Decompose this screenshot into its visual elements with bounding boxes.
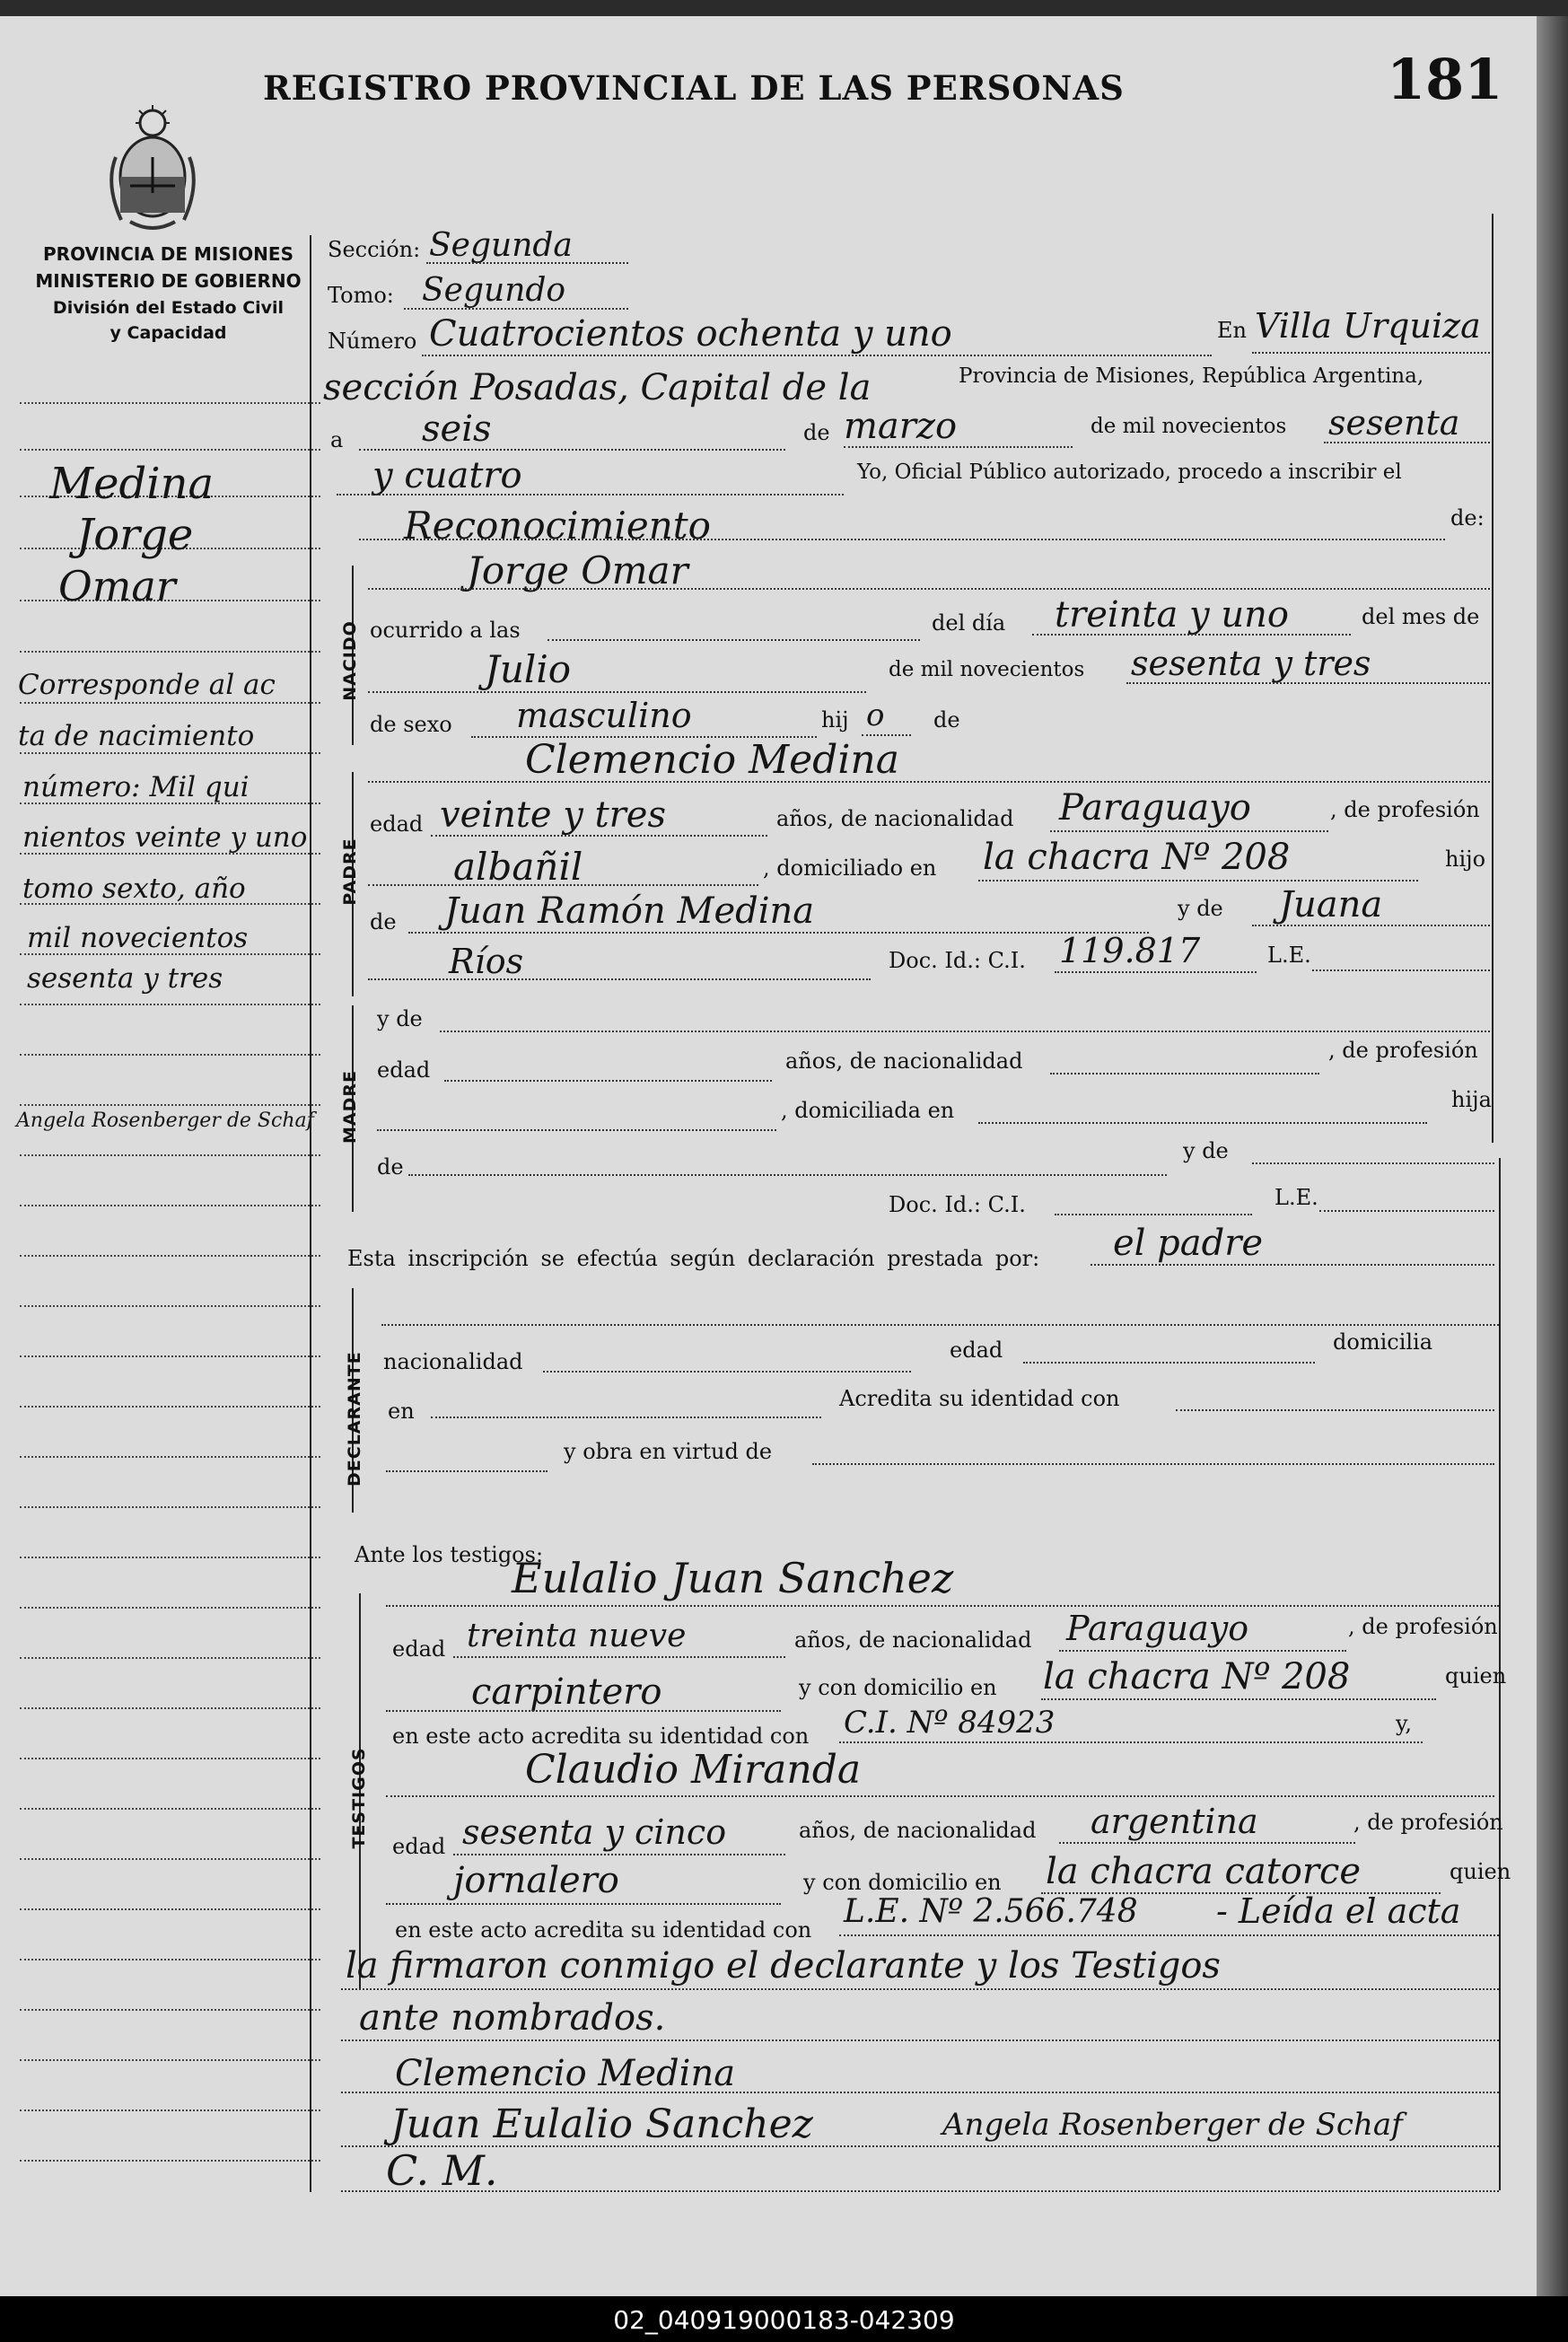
testigo-2-profesion-label: , de profesión bbox=[1353, 1810, 1503, 1835]
testigo-1-domicilio-label: y con domicilio en bbox=[799, 1675, 997, 1700]
dia-line bbox=[1032, 634, 1351, 636]
de-colon-label: de: bbox=[1450, 505, 1485, 531]
year-text: de mil novecientos bbox=[1091, 415, 1287, 438]
testigo-2-nacionalidad: argentina bbox=[1091, 1802, 1258, 1841]
testigo-2-domicilio-label: y con domicilio en bbox=[803, 1870, 1002, 1895]
sidebar-rule-line bbox=[20, 1959, 320, 1960]
year-value-2: y cuatro bbox=[372, 455, 522, 496]
closing-line-2-rule bbox=[341, 2039, 1499, 2041]
en-value: Villa Urquiza bbox=[1255, 306, 1481, 346]
margin-official-signature: Angela Rosenberger de Schaf bbox=[16, 1110, 314, 1132]
testigo-2-profesion-line bbox=[386, 1903, 781, 1905]
testigo-1-nacionalidad-line bbox=[1059, 1650, 1346, 1652]
place-value: sección Posadas, Capital de la bbox=[323, 367, 872, 408]
declarante-nacionalidad-line bbox=[543, 1371, 911, 1373]
madre-father-line bbox=[408, 1174, 1167, 1176]
testigo-1-profesion-line bbox=[386, 1710, 781, 1712]
testigo-2-nacionalidad-line bbox=[1059, 1842, 1355, 1844]
nacido-year-line bbox=[1126, 682, 1490, 684]
document-title: REGISTRO PROVINCIAL DE LAS PERSONAS bbox=[263, 68, 1125, 108]
padre-de-label: de bbox=[370, 909, 397, 934]
signature-official: Angela Rosenberger de Schaf bbox=[942, 2107, 1403, 2143]
sidebar-rule-line bbox=[20, 1456, 320, 1458]
declarante-edad-line bbox=[1023, 1362, 1315, 1364]
sidebar-rule-line bbox=[20, 651, 320, 653]
testigo-1-name-line bbox=[386, 1605, 1499, 1607]
testigo-1-domicilio: la chacra Nº 208 bbox=[1043, 1656, 1351, 1697]
margin-note-line-4: nientos veinte y uno bbox=[22, 821, 308, 854]
margin-note-line-7: sesenta y tres bbox=[27, 962, 223, 995]
en-line bbox=[1252, 352, 1490, 354]
sidebar-rule-line bbox=[20, 1557, 320, 1558]
year-cont-line bbox=[337, 494, 844, 496]
padre-domicilio-value: la chacra Nº 208 bbox=[983, 837, 1291, 878]
testigo-1-doc: C.I. Nº 84923 bbox=[844, 1705, 1056, 1741]
en-label: En bbox=[1217, 318, 1247, 343]
padre-profesion-value: albañil bbox=[453, 845, 583, 889]
nacido-year-label: de mil novecientos bbox=[889, 658, 1085, 681]
hij-value: o bbox=[866, 697, 885, 733]
sidebar-rule-line bbox=[20, 2009, 320, 2011]
padre-y-de-label: y de bbox=[1178, 896, 1223, 921]
sidebar-rule-line bbox=[20, 1004, 320, 1005]
margin-note-line-5: tomo sexto, año bbox=[22, 873, 246, 905]
sidebar-rule-line bbox=[20, 1154, 320, 1156]
madre-nacionalidad-line bbox=[1050, 1073, 1319, 1075]
agency-province: PROVINCIA DE MISIONES bbox=[43, 243, 293, 265]
declaracion-line bbox=[1091, 1264, 1494, 1266]
signature-rule-3 bbox=[341, 2190, 1499, 2192]
section-label-nacido: NACIDO bbox=[340, 620, 360, 701]
sidebar-rule-line bbox=[20, 1406, 320, 1408]
madre-mother-line bbox=[1252, 1162, 1494, 1164]
year-value-1: sesenta bbox=[1328, 403, 1460, 443]
margin-given-name-1: Jorge bbox=[76, 510, 194, 560]
testigo-2-name-line bbox=[386, 1795, 1494, 1797]
padre-father-value: Juan Ramón Medina bbox=[444, 890, 815, 932]
agency-ministry: MINISTERIO DE GOBIERNO bbox=[35, 270, 302, 292]
margin-given-name-2: Omar bbox=[58, 562, 176, 610]
coat-of-arms-emblem bbox=[103, 103, 202, 238]
page-number: 181 bbox=[1387, 47, 1503, 112]
del-mes-label: del mes de bbox=[1362, 604, 1480, 629]
sexo-value: masculino bbox=[516, 696, 692, 735]
testigo-1-doc-line bbox=[839, 1741, 1423, 1743]
closing-line-2: ante nombrados. bbox=[359, 1997, 666, 2039]
madre-domiciliada-label: , domiciliada en bbox=[781, 1098, 955, 1123]
margin-note-line-1: Corresponde al ac bbox=[18, 669, 276, 701]
declarante-name-line bbox=[381, 1324, 1499, 1326]
oficial-text: Yo, Oficial Público autorizado, procedo a inscribir el bbox=[857, 461, 1402, 484]
numero-line bbox=[422, 355, 1212, 356]
padre-doc-label: Doc. Id.: C.I. bbox=[889, 948, 1026, 973]
sexo-label: de sexo bbox=[370, 712, 452, 737]
padre-nacionalidad-line bbox=[1050, 830, 1328, 832]
sidebar-rule-line bbox=[20, 1305, 320, 1307]
declarante-nacionalidad-label: nacionalidad bbox=[383, 1349, 523, 1374]
padre-le-line bbox=[1312, 969, 1490, 971]
sidebar-rule-line bbox=[20, 702, 320, 704]
declarante-obra-label: y obra en virtud de bbox=[564, 1439, 773, 1464]
padre-domiciliado-label: , domiciliado en bbox=[763, 855, 937, 881]
madre-profesion-label: , de profesión bbox=[1328, 1038, 1478, 1063]
madre-anos-label: años, de nacionalidad bbox=[785, 1048, 1023, 1074]
declarante-obra-pre-line bbox=[386, 1470, 547, 1472]
nacido-de-label: de bbox=[933, 707, 960, 732]
testigo-1-quien-label: quien bbox=[1445, 1663, 1507, 1689]
testigo-2-edad-label: edad bbox=[392, 1834, 446, 1859]
madre-y-de-label: y de bbox=[377, 1006, 423, 1031]
madre-edad-label: edad bbox=[377, 1057, 431, 1083]
mes-value: Julio bbox=[485, 647, 572, 691]
declaracion-text: Esta inscripción se efectúa según declaración prestada por: bbox=[347, 1246, 1040, 1271]
declarante-domicilia-label: domicilia bbox=[1333, 1329, 1433, 1355]
padre-name-line bbox=[368, 781, 1490, 783]
testigo-2-acredita-label: en este acto acredita su identidad con bbox=[395, 1917, 812, 1943]
form-right-rule bbox=[1492, 214, 1494, 1143]
sidebar-rule-line bbox=[20, 1205, 320, 1206]
section-label-testigos: TESTIGOS bbox=[349, 1747, 369, 1849]
nacido-year-value: sesenta y tres bbox=[1131, 644, 1371, 683]
padre-profesion-label: , de profesión bbox=[1330, 797, 1480, 822]
hij-line bbox=[862, 734, 911, 736]
agency-division: División del Estado Civil bbox=[52, 298, 285, 318]
madre-de-label: de bbox=[377, 1154, 404, 1180]
sidebar-rule-line bbox=[20, 2160, 320, 2162]
ocurrido-label: ocurrido a las bbox=[370, 618, 521, 643]
agency-capacity: y Capacidad bbox=[109, 323, 227, 343]
mes-line bbox=[368, 691, 866, 693]
sidebar-rule-line bbox=[20, 2110, 320, 2111]
madre-le-line bbox=[1319, 1210, 1494, 1212]
seccion-line bbox=[426, 262, 628, 264]
month-line bbox=[844, 446, 1073, 448]
testigo-1-acredita-label: en este acto acredita su identidad con bbox=[392, 1724, 810, 1749]
testigo-1-profesion-label: , de profesión bbox=[1348, 1614, 1498, 1639]
testigo-1-profesion: carpintero bbox=[471, 1671, 662, 1713]
numero-value: Cuatrocientos ochenta y uno bbox=[429, 313, 952, 355]
madre-le-label: L.E. bbox=[1275, 1185, 1318, 1210]
closing-line-1-rule bbox=[341, 1988, 1499, 1990]
sidebar-rule-line bbox=[20, 1908, 320, 1910]
section-label-padre: PADRE bbox=[340, 838, 360, 906]
padre-edad-value: veinte y tres bbox=[440, 794, 666, 836]
testigo-1-domicilio-line bbox=[1041, 1698, 1436, 1700]
madre-hija-label: hija bbox=[1451, 1087, 1492, 1112]
testigo-2-edad-line bbox=[453, 1854, 785, 1855]
margin-surname: Medina bbox=[49, 459, 215, 509]
page-edge-shadow bbox=[1537, 16, 1568, 2296]
month-value: marzo bbox=[844, 406, 958, 447]
padre-edad-line bbox=[431, 835, 767, 837]
sidebar-rule-line bbox=[20, 1255, 320, 1257]
testigo-2-domicilio: la chacra catorce bbox=[1046, 1851, 1362, 1892]
testigo-1-edad-line bbox=[453, 1656, 785, 1658]
margin-note-line-3: número: Mil qui bbox=[22, 771, 250, 803]
padre-father-line bbox=[408, 932, 1149, 934]
declarante-acredita-label: Acredita su identidad con bbox=[839, 1386, 1120, 1411]
section-label-madre: MADRE bbox=[340, 1070, 360, 1144]
nacido-name-value: Jorge Omar bbox=[467, 548, 688, 592]
leida-el-acta: - Leída el acta bbox=[1216, 1891, 1461, 1931]
testigo-1-nacionalidad: Paraguayo bbox=[1066, 1609, 1249, 1648]
signature-father: Clemencio Medina bbox=[395, 2053, 736, 2094]
sidebar-rule-line bbox=[20, 402, 320, 404]
testigo-2-edad-value: sesenta y cinco bbox=[462, 1812, 727, 1852]
sidebar-rule-line bbox=[20, 752, 320, 754]
declarante-acredita-line bbox=[1176, 1409, 1494, 1411]
declarante-en-line bbox=[431, 1417, 821, 1418]
agency-block bbox=[13, 241, 323, 345]
declarante-edad-label: edad bbox=[950, 1338, 1003, 1363]
padre-doc-value: 119.817 bbox=[1059, 931, 1201, 970]
sidebar-rule-line bbox=[20, 449, 320, 451]
madre-domicilio-line bbox=[978, 1122, 1427, 1124]
sidebar-rule-line bbox=[20, 1104, 320, 1106]
signature-rule-1 bbox=[341, 2092, 1499, 2093]
padre-mother-cont-line bbox=[368, 978, 871, 980]
testigo-2-quien-label: quien bbox=[1450, 1859, 1511, 1884]
padre-le-label: L.E. bbox=[1267, 943, 1311, 968]
madre-doc-label: Doc. Id.: C.I. bbox=[889, 1192, 1026, 1217]
seccion-value: Segunda bbox=[429, 227, 573, 264]
sidebar-rule-line bbox=[20, 1808, 320, 1810]
hij-label: hij bbox=[821, 707, 849, 732]
testigo-2-doc: L.E. Nº 2.566.748 bbox=[844, 1893, 1138, 1930]
sidebar-rule-line bbox=[20, 2059, 320, 2061]
madre-doc-line bbox=[1055, 1214, 1252, 1215]
numero-label: Número bbox=[328, 329, 417, 354]
a-label: a bbox=[330, 427, 344, 452]
signature-witness-2: C. M. bbox=[386, 2146, 498, 2195]
tomo-label: Tomo: bbox=[328, 283, 394, 308]
padre-edad-label: edad bbox=[370, 811, 424, 837]
del-dia-label: del día bbox=[932, 610, 1006, 636]
section-label-declarante: DECLARANTE bbox=[345, 1351, 364, 1487]
declarante-obra-line bbox=[812, 1463, 1494, 1465]
testigo-1-y-label: y, bbox=[1396, 1711, 1412, 1736]
madre-name-line bbox=[440, 1031, 1490, 1032]
padre-mother-line bbox=[1252, 925, 1490, 926]
declarante-en-label: en bbox=[388, 1399, 415, 1424]
sidebar-rule-line bbox=[20, 1657, 320, 1659]
testigo-2-profesion: jornalero bbox=[453, 1860, 619, 1901]
declaracion-value: el padre bbox=[1113, 1223, 1264, 1264]
testigo-1-edad-label: edad bbox=[392, 1636, 446, 1662]
ocurrido-line bbox=[547, 639, 920, 641]
padre-profesion-line bbox=[368, 884, 758, 886]
sidebar-divider bbox=[310, 235, 311, 2192]
signature-rule-2 bbox=[341, 2145, 1499, 2147]
tomo-line bbox=[404, 308, 628, 310]
month-de-label: de bbox=[803, 420, 830, 445]
dia-value: treinta y uno bbox=[1055, 594, 1289, 636]
signature-witness-1: Juan Eulalio Sanchez bbox=[390, 2101, 813, 2147]
sidebar-rule-line bbox=[20, 1355, 320, 1357]
madre-profesion-line bbox=[377, 1129, 776, 1131]
sidebar-rule-line bbox=[20, 1758, 320, 1759]
footer-reference: 02_040919000183-042309 bbox=[613, 2305, 955, 2335]
testigo-1-name: Eulalio Juan Sanchez bbox=[512, 1554, 954, 1602]
padre-anos-label: años, de nacionalidad bbox=[776, 806, 1014, 831]
testigo-1-anos-label: años, de nacionalidad bbox=[794, 1627, 1032, 1653]
padre-nacionalidad-value: Paraguayo bbox=[1059, 787, 1251, 829]
padre-name-value: Clemencio Medina bbox=[525, 737, 899, 783]
day-line bbox=[359, 449, 785, 451]
day-value: seis bbox=[422, 408, 492, 450]
seccion-label: Sección: bbox=[328, 237, 421, 262]
testigo-1-edad-value: treinta nueve bbox=[467, 1618, 687, 1654]
madre-y-de-label-2: y de bbox=[1183, 1138, 1229, 1163]
sidebar-rule-line bbox=[20, 1858, 320, 1860]
padre-mother-value-1: Juana bbox=[1279, 884, 1383, 925]
padre-mother-value-2: Ríos bbox=[449, 942, 524, 981]
testigos-intro: Ante los testigos: bbox=[355, 1542, 544, 1567]
padre-hijo-label: hijo bbox=[1445, 846, 1486, 872]
sidebar-rule-line bbox=[20, 1707, 320, 1709]
acto-line bbox=[359, 539, 1445, 540]
nacido-name-line bbox=[368, 588, 1490, 590]
tomo-value: Segundo bbox=[422, 272, 566, 309]
testigo-2-anos-label: años, de nacionalidad bbox=[799, 1818, 1037, 1843]
madre-edad-line bbox=[444, 1080, 772, 1082]
province-text: Provincia de Misiones, República Argentina, bbox=[959, 364, 1424, 388]
margin-note-line-2: ta de nacimiento bbox=[18, 720, 255, 752]
closing-line-1: la firmaron conmigo el declarante y los Testigos bbox=[346, 1945, 1221, 1987]
padre-domicilio-line bbox=[978, 880, 1418, 882]
testigo-2-doc-line bbox=[839, 1934, 1499, 1936]
sidebar-rule-line bbox=[20, 1506, 320, 1508]
padre-doc-line bbox=[1055, 971, 1257, 973]
sidebar-rule-line bbox=[20, 1054, 320, 1056]
testigo-2-name: Claudio Miranda bbox=[525, 1747, 862, 1793]
margin-note-line-6: mil novecientos bbox=[27, 922, 249, 954]
acto-value: Reconocimiento bbox=[404, 504, 711, 548]
sidebar-rule-line bbox=[20, 1607, 320, 1609]
year-line bbox=[1324, 442, 1490, 443]
